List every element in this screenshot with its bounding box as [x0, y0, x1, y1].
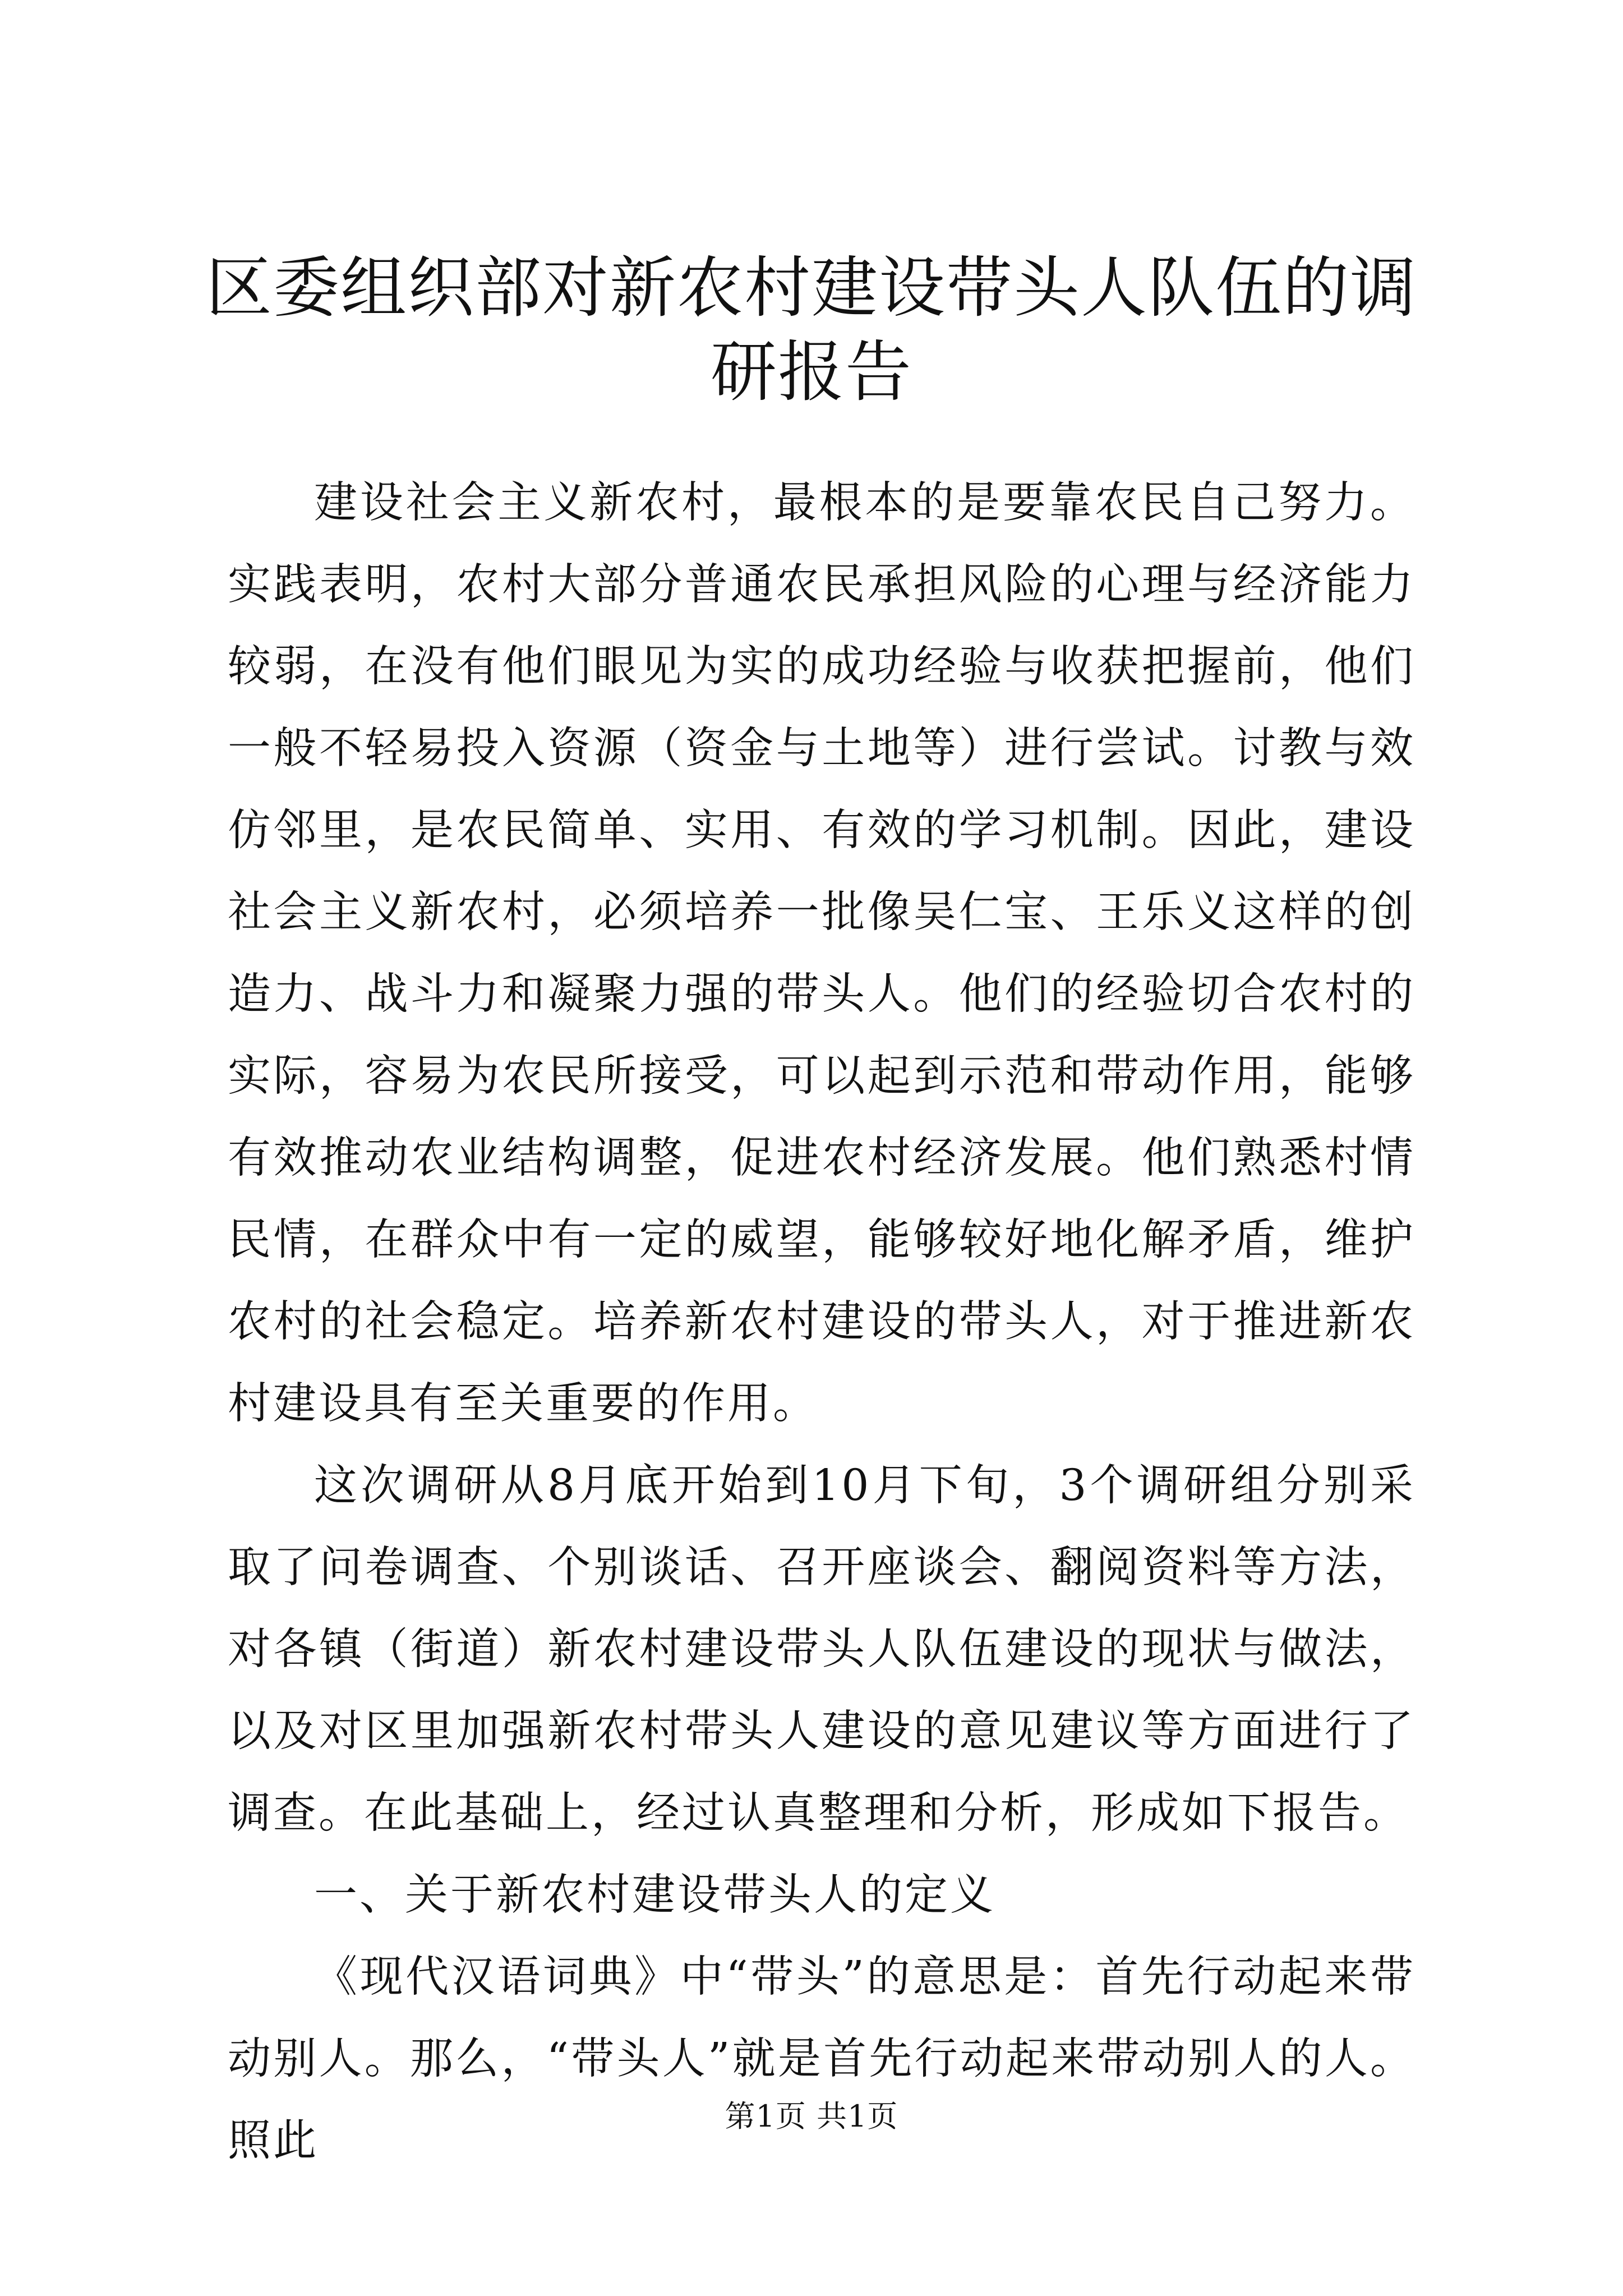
- document-title: 区委组织部对新农村建设带头人队伍的调研报告: [205, 249, 1417, 411]
- paragraph-definition: 《现代汉语词典》中“带头”的意思是：首先行动起来带动别人。那么，“带头人”就是首先行动起来带动别人的人。照此: [228, 1952, 1415, 2166]
- paragraph-intro: 建设社会主义新农村，最根本的是要靠农民自己努力。实践表明，农村大部分普通农民承担风险的心理与经济能力较弱，在没有他们眼见为实的成功经验与收获把握前，他们一般不轻易投入资源（资金与土地等）进行尝试。讨教与效仿邻里，是农民简单、实用、有效的学习机制。因此，建设社会主义新农村，必须培养一批像吴仁宝、王乐义这样的创造力、战斗力和凝聚力强的带头人。他们的经验切合农村的实际，容易为农民所接受，可以起到示范和带动作用，能够有效推动农业结构调整，促进农村经济发展。他们熟悉村情民情，在群众中有一定的威望，能够较好地化解矛盾，维护农村的社会稳定。培养新农村建设的带头人，对于推进新农村建设具有至关重要的作用。: [228, 478, 1415, 1429]
- paragraph-survey-method: 这次调研从8月底开始到10月下旬，3个调研组分别采取了问卷调查、个别谈话、召开座谈会、翻阅资料等方法，对各镇（街道）新农村建设带头人队伍建设的现状与做法，以及对区里加强新农村带头人建设的意见建议等方面进行了调查。在此基础上，经过认真整理和分析，形成如下报告。: [228, 1461, 1415, 1838]
- document-body: [228, 462, 1415, 2182]
- section-heading-definition: 一、关于新农村建设带头人的定义: [314, 1870, 995, 1920]
- page-footer: 第1页 共1页: [725, 2099, 898, 2134]
